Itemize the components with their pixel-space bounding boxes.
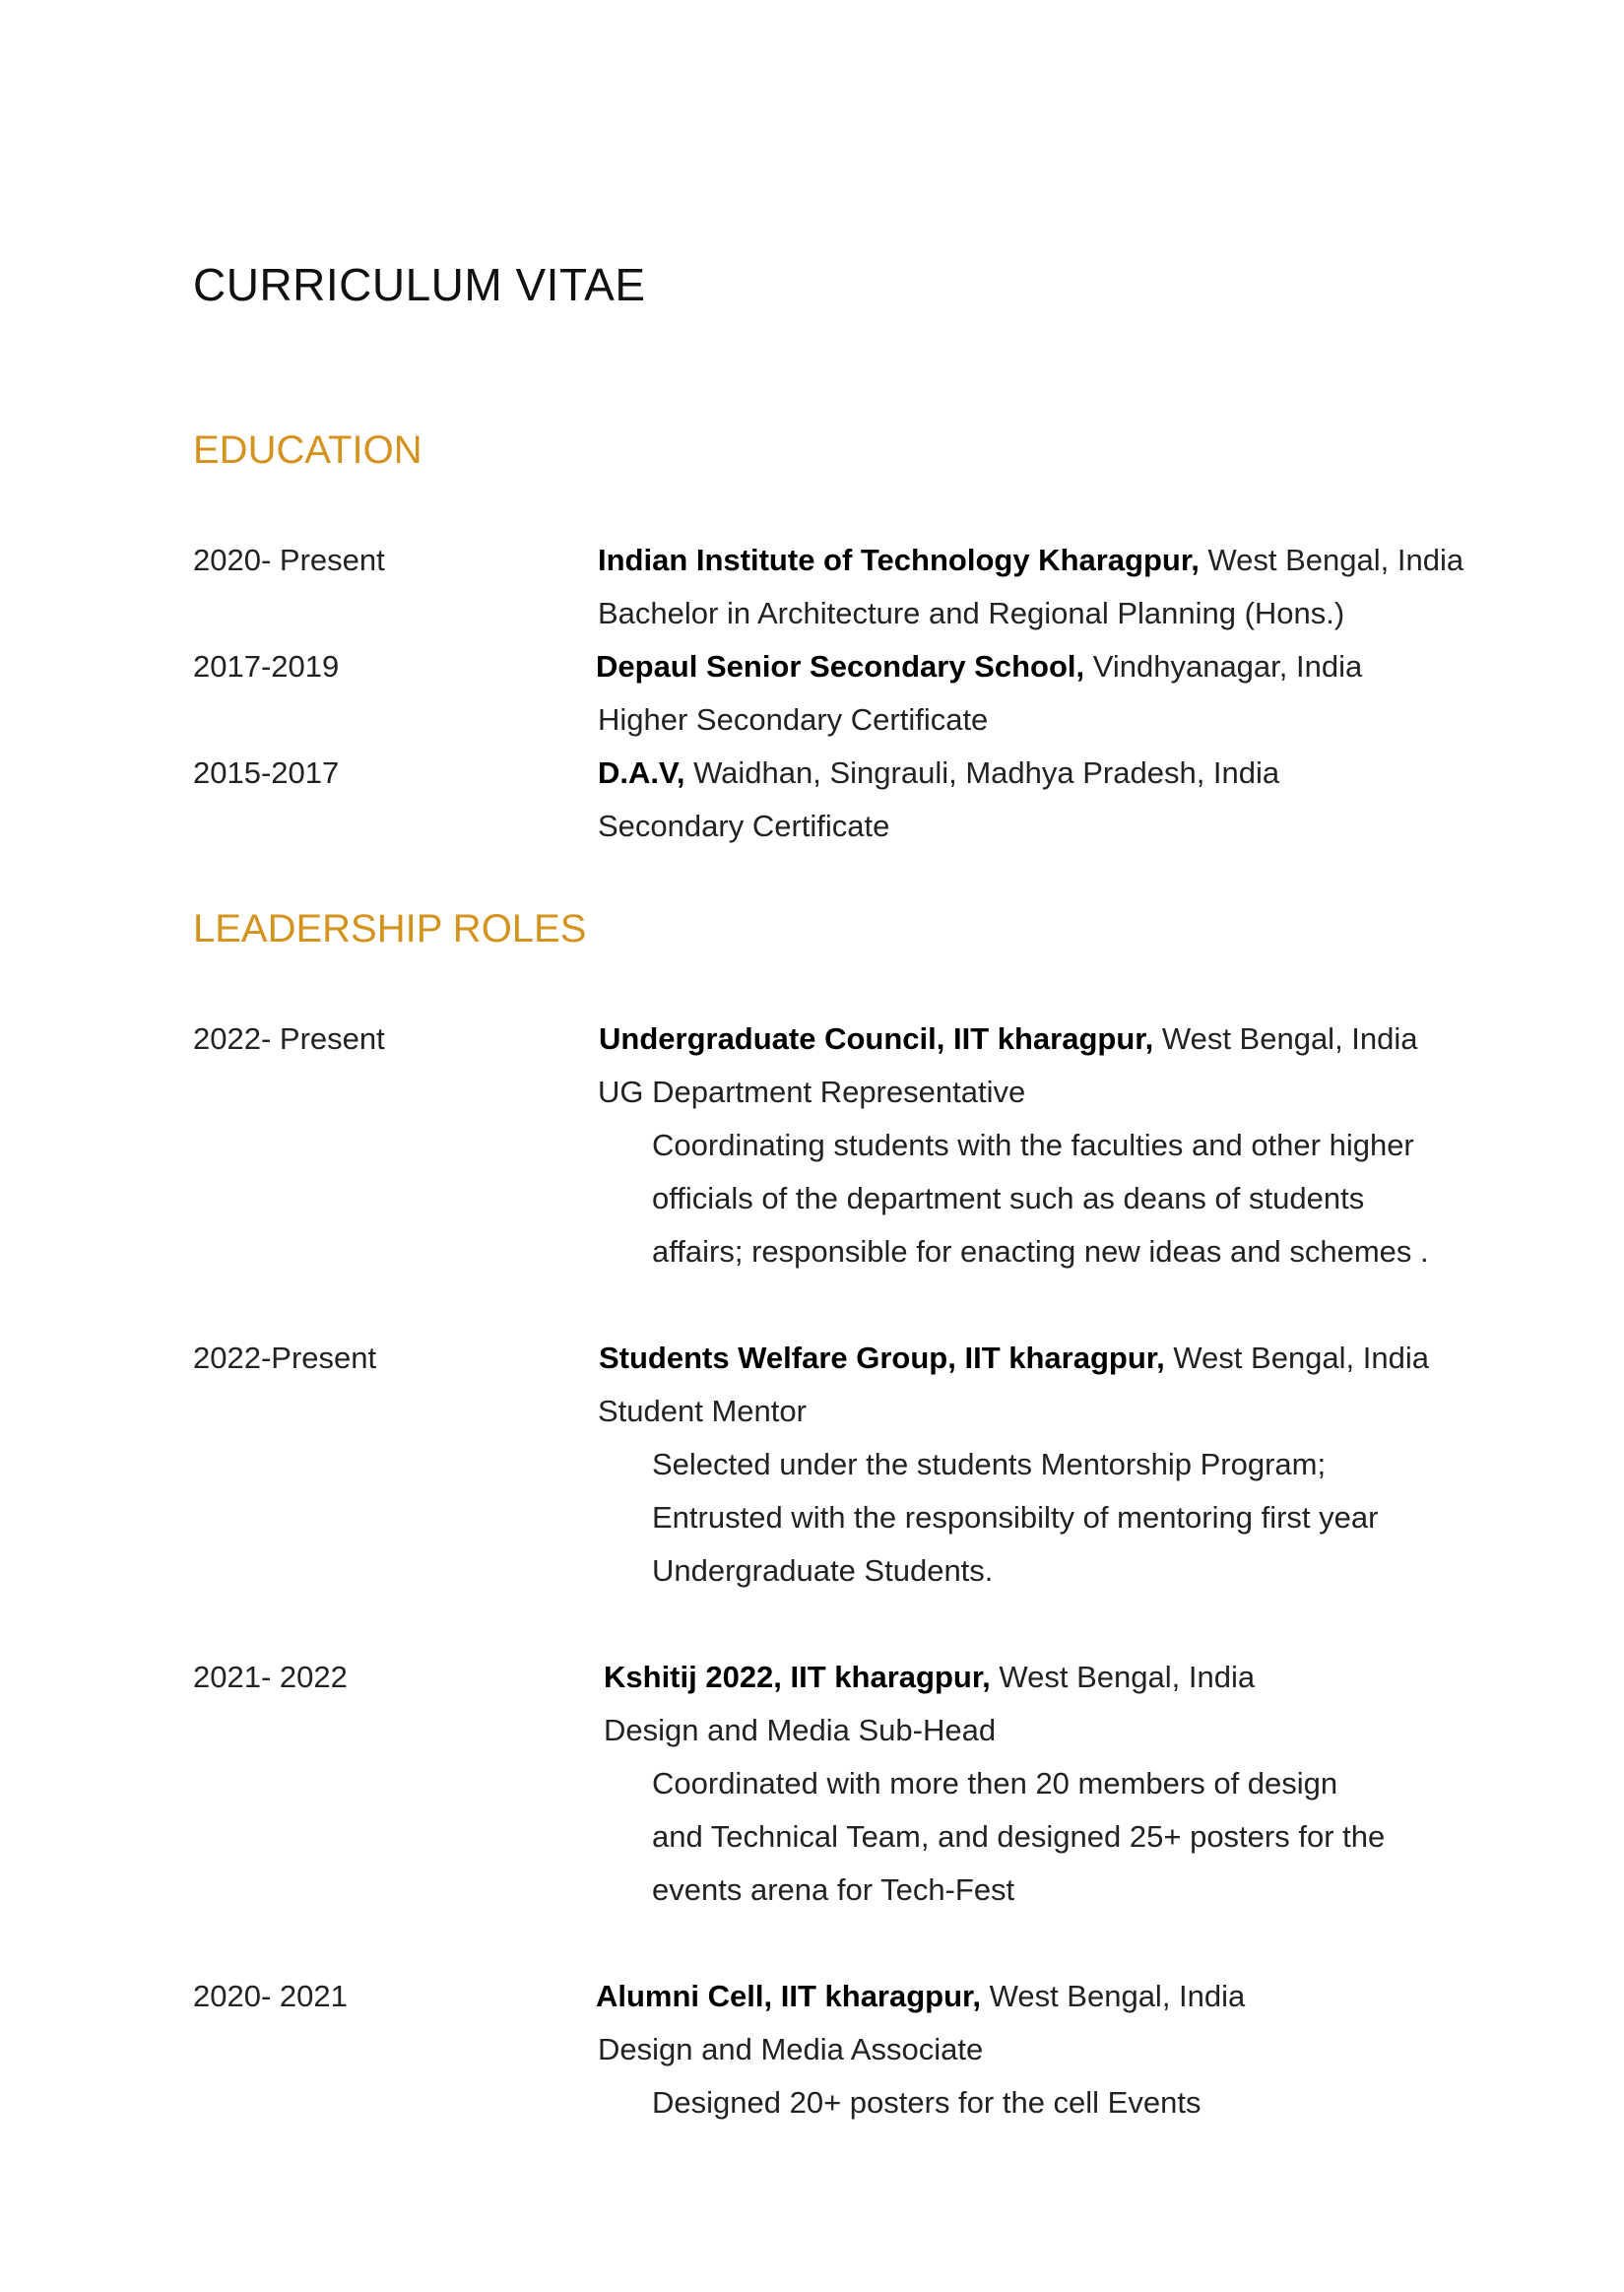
leadership-date: 2022-Present [193, 1341, 377, 1375]
leadership-detail-line: affairs; responsible for enacting new ideas and schemes . [652, 1234, 1429, 1269]
leadership-organization-line [596, 1979, 1245, 2014]
leadership-date: 2022- Present [193, 1021, 385, 1056]
organization-location: West Bengal, India [981, 1979, 1246, 2013]
leadership-detail-line: Selected under the students Mentorship Program; [652, 1447, 1327, 1481]
leadership-detail-line: Entrusted with the responsibilty of mentoring first year [652, 1500, 1379, 1535]
education-institution-line [598, 543, 1463, 578]
institution-location: West Bengal, India [1199, 543, 1464, 577]
organization-location: West Bengal, India [1153, 1021, 1418, 1056]
education-institution-line [596, 649, 1362, 685]
institution-name: Indian Institute of Technology Kharagpur, [598, 543, 1200, 577]
leadership-organization-line [604, 1660, 1255, 1695]
leadership-detail-line: Coordinating students with the faculties and other higher [652, 1128, 1414, 1162]
leadership-detail-line: and Technical Team, and designed 25+ posters for the [652, 1819, 1386, 1854]
leadership-heading: LEADERSHIP ROLES [193, 907, 587, 950]
education-date: 2020- Present [193, 543, 385, 577]
education-qualification: Higher Secondary Certificate [598, 702, 989, 737]
leadership-detail-line: events arena for Tech-Fest [652, 1872, 1015, 1907]
education-qualification: Bachelor in Architecture and Regional Planning (Hons.) [598, 596, 1345, 630]
leadership-detail-line: Coordinated with more then 20 members of design [652, 1766, 1338, 1801]
institution-name: Depaul Senior Secondary School, [596, 649, 1085, 684]
leadership-role: Design and Media Sub-Head [604, 1713, 997, 1747]
organization-name: Students Welfare Group, IIT kharagpur, [599, 1341, 1165, 1375]
organization-name: Alumni Cell, IIT kharagpur, [596, 1979, 982, 2013]
document-title: CURRICULUM VITAE [193, 259, 646, 310]
organization-location: West Bengal, India [990, 1660, 1256, 1694]
institution-location: Vindhyanagar, India [1084, 649, 1363, 684]
leadership-role: Student Mentor [598, 1394, 807, 1428]
education-date: 2015-2017 [193, 755, 340, 790]
education-date: 2017-2019 [193, 649, 340, 684]
education-heading: EDUCATION [193, 428, 422, 472]
leadership-detail-line: Undergraduate Students. [652, 1553, 994, 1588]
leadership-detail-line: officials of the department such as deans of students [652, 1181, 1365, 1215]
institution-name: D.A.V, [598, 755, 685, 790]
education-institution-line [598, 755, 1279, 791]
organization-location: West Bengal, India [1164, 1341, 1430, 1375]
education-qualification: Secondary Certificate [598, 809, 890, 843]
organization-name: Undergraduate Council, IIT kharagpur, [599, 1021, 1154, 1056]
leadership-role: UG Department Representative [598, 1075, 1026, 1109]
leadership-detail-line: Designed 20+ posters for the cell Events [652, 2085, 1202, 2120]
leadership-role: Design and Media Associate [598, 2032, 984, 2066]
organization-name: Kshitij 2022, IIT kharagpur, [604, 1660, 991, 1694]
leadership-date: 2020- 2021 [193, 1979, 348, 2013]
leadership-date: 2021- 2022 [193, 1660, 348, 1694]
leadership-organization-line [599, 1341, 1429, 1376]
institution-location: Waidhan, Singrauli, Madhya Pradesh, India [684, 755, 1280, 790]
leadership-organization-line [599, 1021, 1418, 1057]
